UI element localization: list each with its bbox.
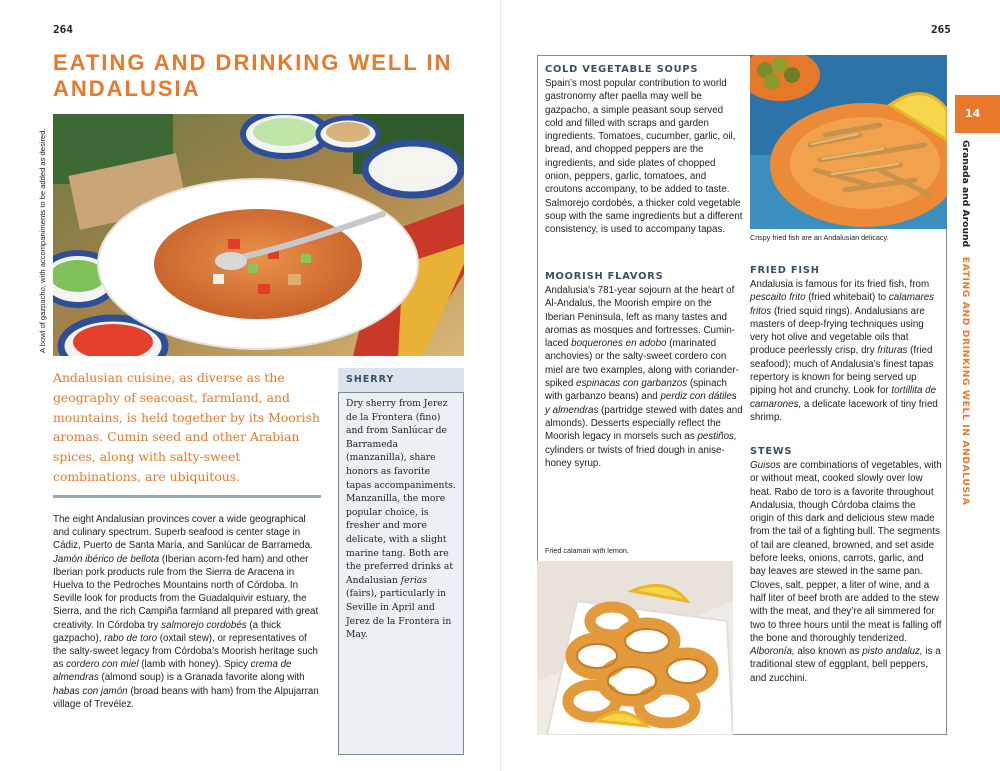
calamari-photo	[537, 561, 733, 735]
fried-fish-photo	[750, 55, 947, 229]
page-number-left: 264	[53, 23, 73, 36]
heading-moorish-flavors: MOORISH FLAVORS	[545, 271, 664, 282]
heading-cold-vegetable-soups: COLD VEGETABLE SOUPS	[545, 64, 699, 75]
chapter-number: 14	[965, 107, 981, 120]
chapter-name: Granada and Around	[960, 140, 971, 248]
pull-quote-rule	[53, 495, 321, 498]
page-title	[53, 50, 473, 102]
page-title-line1: EATING AND DRINKING WELL IN	[53, 50, 453, 75]
page-number-right: 265	[931, 23, 951, 36]
gazpacho-photo	[53, 114, 464, 356]
heading-fried-fish: FRIED FISH	[750, 265, 820, 276]
page-gutter	[500, 0, 501, 771]
calamari-photo-caption: Fried calamari with lemon.	[545, 546, 629, 555]
fried-fish-photo-caption: Crispy fried fish are an Andalusian delicacy.	[750, 233, 889, 242]
intro-body-text: The eight Andalusian provinces cover a wide geographical and culinary spectrum. Superb seafood is center stage in Cádiz, Puerto de Santa María, and Sanlúcar de Barrameda. Jamón ibérico de bellota (Iberian acorn-fed ham) and other Iberian pork products rule from the Sierra de Aracena in Huelva to the Pedroches Mountains north of Córdoba. In Seville look for products from the Guadalquivir estuary, the Sierra, and the rich Campiña farmland all prepared with great creativity. In Córdoba try salmorejo cordobés (a thick gazpacho), rabo de toro (oxtail stew), or representatives of the salty-sweet legacy from Córdoba’s Moorish heritage such as cordero con miel (lamb with honey). Spicy crema de almendras (almond soup) is a Granada favorite along with habas con jamón (broad beans with ham) from the Alpujarran village of Trevélez.	[53, 514, 319, 710]
cold-soups-text: Spain’s most popular contribution to world gastronomy after paella may well be gazpacho, a simple peasant soup served cold and filled with scraps and garden ingredients. Tomatoes, cucumber, garlic, oil, bread, and chopped peppers are the ingredients, and side plates of chopped onion, peppers, garlic, tomatoes, and croutons accompany, to be added to taste. Salmorejo cordobés, a thicker cold vegetable soup with the same ingredients but a different consistency, is used to accompany tapas.	[545, 78, 743, 236]
chapter-tab	[955, 95, 1000, 133]
stews-text: Guisos are combinations of vegetables, with or without meat, cooked slowly over low heat. Rabo de toro is a favorite throughout Andalusia, though Córdoba claims the origin of this dark and delicious stew made from the tail of a fighting bull. The segments of tail are cleaned, browned, and set aside before leeks, onions, carrots, garlic, and bay leaves are stewed in the same pan. Cloves, salt, pepper, a liter of wine, and a half liter of beef broth are added to the stew with the meat, and they’re all simmered for two to three hours until the meat is falling off the bone and thoroughly tenderized. Alboronía, also known as pisto andaluz, is a traditional stew of eggplant, bell peppers, and zucchini.	[750, 460, 942, 684]
heading-stews: STEWS	[750, 446, 793, 457]
sherry-sidebar-text: Dry sherry from Jerez de la Frontera (fino) and from Sanlúcar de Barrameda (manzanilla), share honors as favorite tapas accompaniments. Manzanilla, the more popular choice, is fresher and more delicate, with a slight marine tang. Both are the preferred drinks at Andalusian ferias (fairs), particularly in Seville in April and Jerez de la Frontera in May.	[346, 398, 456, 641]
fried-fish-text: Andalusia is famous for its fried fish, from pescaito frito (fried whitebait) to calamares fritos (fried squid rings). Andalusians are masters of deep-frying techniques using very hot olive and vegetable oils that produce peerlessly crisp, dry frituras (fried seafood); much of Andalusia’s finest tapas repertory is known for being served up piping hot and crunchy. Look for tortillita de camarones, a delicate lacework of tiny fried shrimp.	[750, 279, 938, 423]
sherry-sidebar-heading: SHERRY	[338, 368, 464, 393]
gazpacho-photo-caption: A bowl of gazpacho, with accompaniments to be added as desired.	[38, 128, 47, 353]
section-running-head: EATING AND DRINKING WELL IN ANDALUSIA	[960, 256, 971, 506]
moorish-flavors-text: Andalusia’s 781-year sojourn at the heart of Al-Andalus, the Moorish empire on the Iberian Peninsula, left as many tastes and aromas as mosques and fortresses. Cumin-laced boquerones en adobo (marinated anchovies) or the salty-sweet cordero con miel are two examples, along with coriander-spiked espinacas con garbanzos (spinach with garbanzo beans) and perdiz con dátiles y almendras (partridge stewed with dates and almonds). Desserts especially reflect the Moorish legacy in morsels such as pestiños, cylinders or twists of fried dough in anise-honey syrup.	[545, 285, 743, 469]
pull-quote: Andalusian cuisine, as diverse as the geography of seacoast, farmland, and mountains, is held together by its Moorish aromas. Cumin seed and other Arabian spices, along with salty-sweet combinations, are ubiquitous.	[53, 370, 320, 484]
page-title-line2: ANDALUSIA	[53, 76, 201, 101]
chapter-running-head	[957, 140, 971, 506]
